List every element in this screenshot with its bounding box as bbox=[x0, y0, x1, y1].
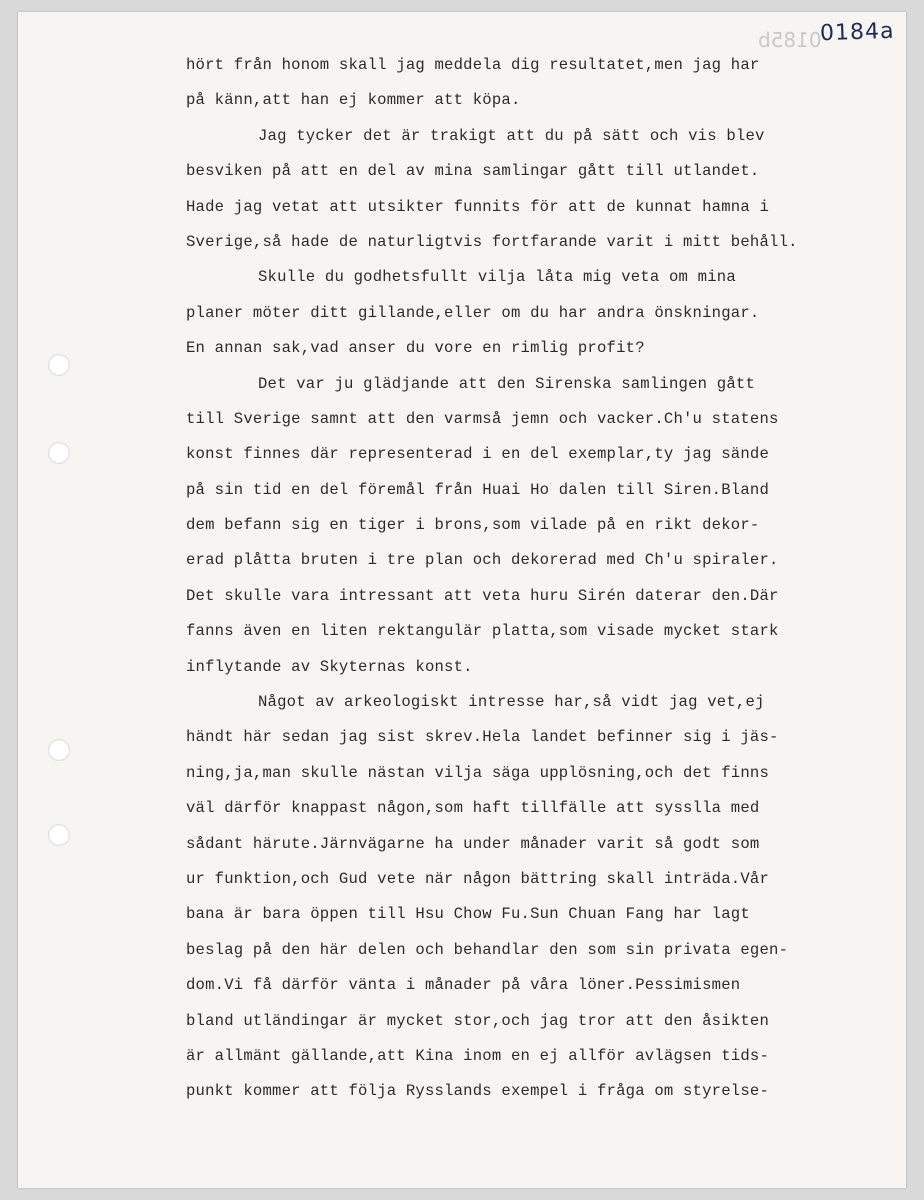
text-line: ur funktion,och Gud vete när någon bättring skall inträda.Vår bbox=[186, 869, 770, 888]
punch-hole bbox=[48, 354, 70, 376]
text-line: planer möter ditt gillande,eller om du har andra önskningar. bbox=[186, 303, 760, 322]
text-line: händt här sedan jag sist skrev.Hela landet befinner sig i jäs- bbox=[186, 728, 779, 747]
text-line: Det skulle vara intressant att veta huru Sirén daterar den.Där bbox=[186, 586, 779, 605]
text-line: hört från honom skall jag meddela dig resultatet,men jag har bbox=[186, 56, 760, 74]
text-line: Skulle du godhetsfullt vilja låta mig veta om mina bbox=[258, 268, 736, 287]
text-line: besviken på att en del av mina samlingar gått till utlandet. bbox=[186, 162, 760, 181]
text-line: Sverige,så hade de naturligtvis fortfarande varit i mitt behåll. bbox=[186, 232, 798, 251]
punch-hole bbox=[48, 442, 70, 464]
text-line: på känn,att han ej kommer att köpa. bbox=[186, 91, 521, 110]
bleed-through-archive-number: 0185b bbox=[758, 28, 822, 52]
text-line: punkt kommer att följa Rysslands exempel i fråga om styrelse- bbox=[186, 1082, 770, 1101]
text-line: ning,ja,man skulle nästan vilja säga upplösning,och det finns bbox=[186, 763, 770, 782]
text-line: sådant härute.Järnvägarne ha under månader varit så godt som bbox=[186, 834, 760, 853]
text-line: erad plåtta bruten i tre plan och dekorerad med Ch'u spiraler. bbox=[186, 551, 779, 570]
text-line: Hade jag vetat att utsikter funnits för att de kunnat hamna i bbox=[186, 197, 770, 216]
text-line: dem befann sig en tiger i brons,som vilade på en rikt dekor- bbox=[186, 516, 760, 535]
text-line: Något av arkeologiskt intresse har,så vidt jag vet,ej bbox=[258, 693, 765, 712]
text-line: beslag på den här delen och behandlar den som sin privata egen- bbox=[186, 940, 789, 959]
text-line: bana är bara öppen till Hsu Chow Fu.Sun Chuan Fang har lagt bbox=[186, 905, 750, 924]
punch-hole bbox=[48, 739, 70, 761]
text-line: bland utländingar är mycket stor,och jag tror att den åsikten bbox=[186, 1011, 770, 1030]
text-line: fanns även en liten rektangulär platta,som visade mycket stark bbox=[186, 622, 779, 641]
text-line: väl därför knappast någon,som haft tillfälle att sysslla med bbox=[186, 799, 760, 818]
text-line: En annan sak,vad anser du vore en rimlig profit? bbox=[186, 339, 645, 358]
letter-body bbox=[186, 48, 866, 1110]
text-line: Jag tycker det är trakigt att du på sätt och vis blev bbox=[258, 126, 765, 145]
document-page bbox=[18, 12, 906, 1188]
text-line: till Sverige samnt att den varmså jemn och vacker.Ch'u statens bbox=[186, 409, 779, 428]
text-line: Det var ju glädjande att den Sirenska samlingen gått bbox=[258, 374, 756, 393]
archive-number: 0184a bbox=[819, 18, 895, 47]
text-line: konst finnes där representerad i en del exemplar,ty jag sände bbox=[186, 445, 770, 464]
text-line: dom.Vi få därför vänta i månader på våra löner.Pessimismen bbox=[186, 976, 741, 995]
text-line: inflytande av Skyternas konst. bbox=[186, 657, 473, 676]
text-line: på sin tid en del föremål från Huai Ho dalen till Siren.Bland bbox=[186, 480, 770, 499]
text-line: är allmänt gällande,att Kina inom en ej allför avlägsen tids- bbox=[186, 1046, 770, 1065]
punch-hole bbox=[48, 824, 70, 846]
